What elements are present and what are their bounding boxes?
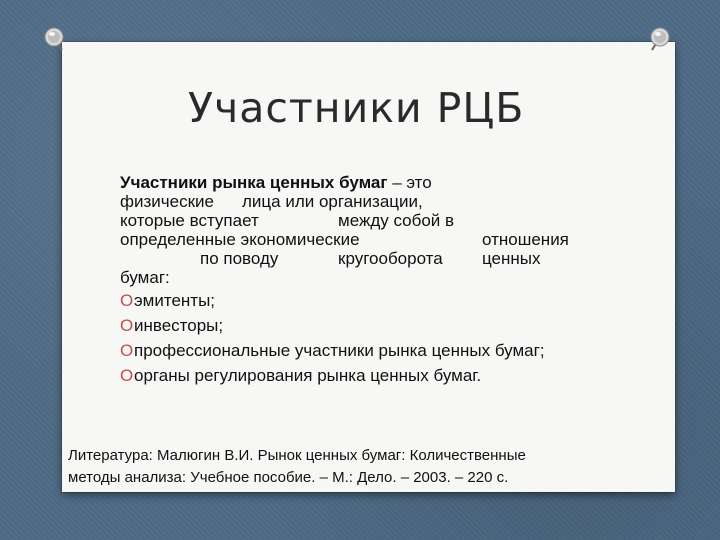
slide-title: Участники РЦБ — [188, 84, 525, 132]
literature-line-1: Литература: Малюгин В.И. Рынок ценных бумаг: Количественные — [68, 447, 526, 464]
list-item — [120, 291, 600, 310]
literature-reference — [68, 445, 648, 489]
list-item-text: профессиональные участники рынка ценных бумаг; — [134, 341, 545, 360]
definition-paragraph — [120, 173, 600, 287]
bullet-icon: O — [120, 341, 134, 360]
definition-line-3a: которые вступает — [120, 211, 259, 230]
definition-line-4b: отношения — [482, 230, 569, 249]
definition-line-5c: ценных — [482, 249, 541, 268]
literature-line-2: методы анализа: Учебное пособие. – М.: Дело. – 2003. – 220 с. — [68, 469, 509, 486]
list-item-text: эмитенты; — [134, 291, 216, 310]
list-item-text: органы регулирования рынка ценных бумаг. — [134, 366, 482, 385]
participants-list — [120, 291, 600, 385]
definition-line-4 — [120, 230, 600, 249]
definition-line-1 — [120, 173, 600, 192]
pushpin-icon — [646, 26, 672, 52]
definition-line-1-rest: – это — [387, 173, 432, 192]
list-item — [120, 341, 600, 360]
bullet-icon: O — [120, 291, 134, 310]
definition-line-2a: физические — [120, 192, 214, 211]
definition-line-3 — [120, 211, 600, 230]
definition-line-6: бумаг: — [120, 268, 170, 287]
definition-line-5b: кругооборота — [338, 249, 443, 268]
definition-term: Участники рынка ценных бумаг — [120, 173, 388, 192]
definition-line-5a: по поводу — [200, 249, 279, 268]
list-item — [120, 316, 600, 335]
definition-line-5 — [120, 249, 600, 268]
definition-line-6 — [120, 268, 600, 287]
slide-body — [120, 173, 600, 391]
definition-line-2b: лица или организации, — [242, 192, 423, 211]
definition-line-2 — [120, 192, 600, 211]
list-item-text: инвесторы; — [134, 316, 224, 335]
definition-line-3b: между собой в — [338, 211, 455, 230]
bullet-icon: O — [120, 316, 134, 335]
pushpin-icon — [42, 26, 68, 52]
definition-line-4a: определенные экономические — [120, 230, 360, 249]
bullet-icon: O — [120, 366, 134, 385]
list-item — [120, 366, 600, 385]
